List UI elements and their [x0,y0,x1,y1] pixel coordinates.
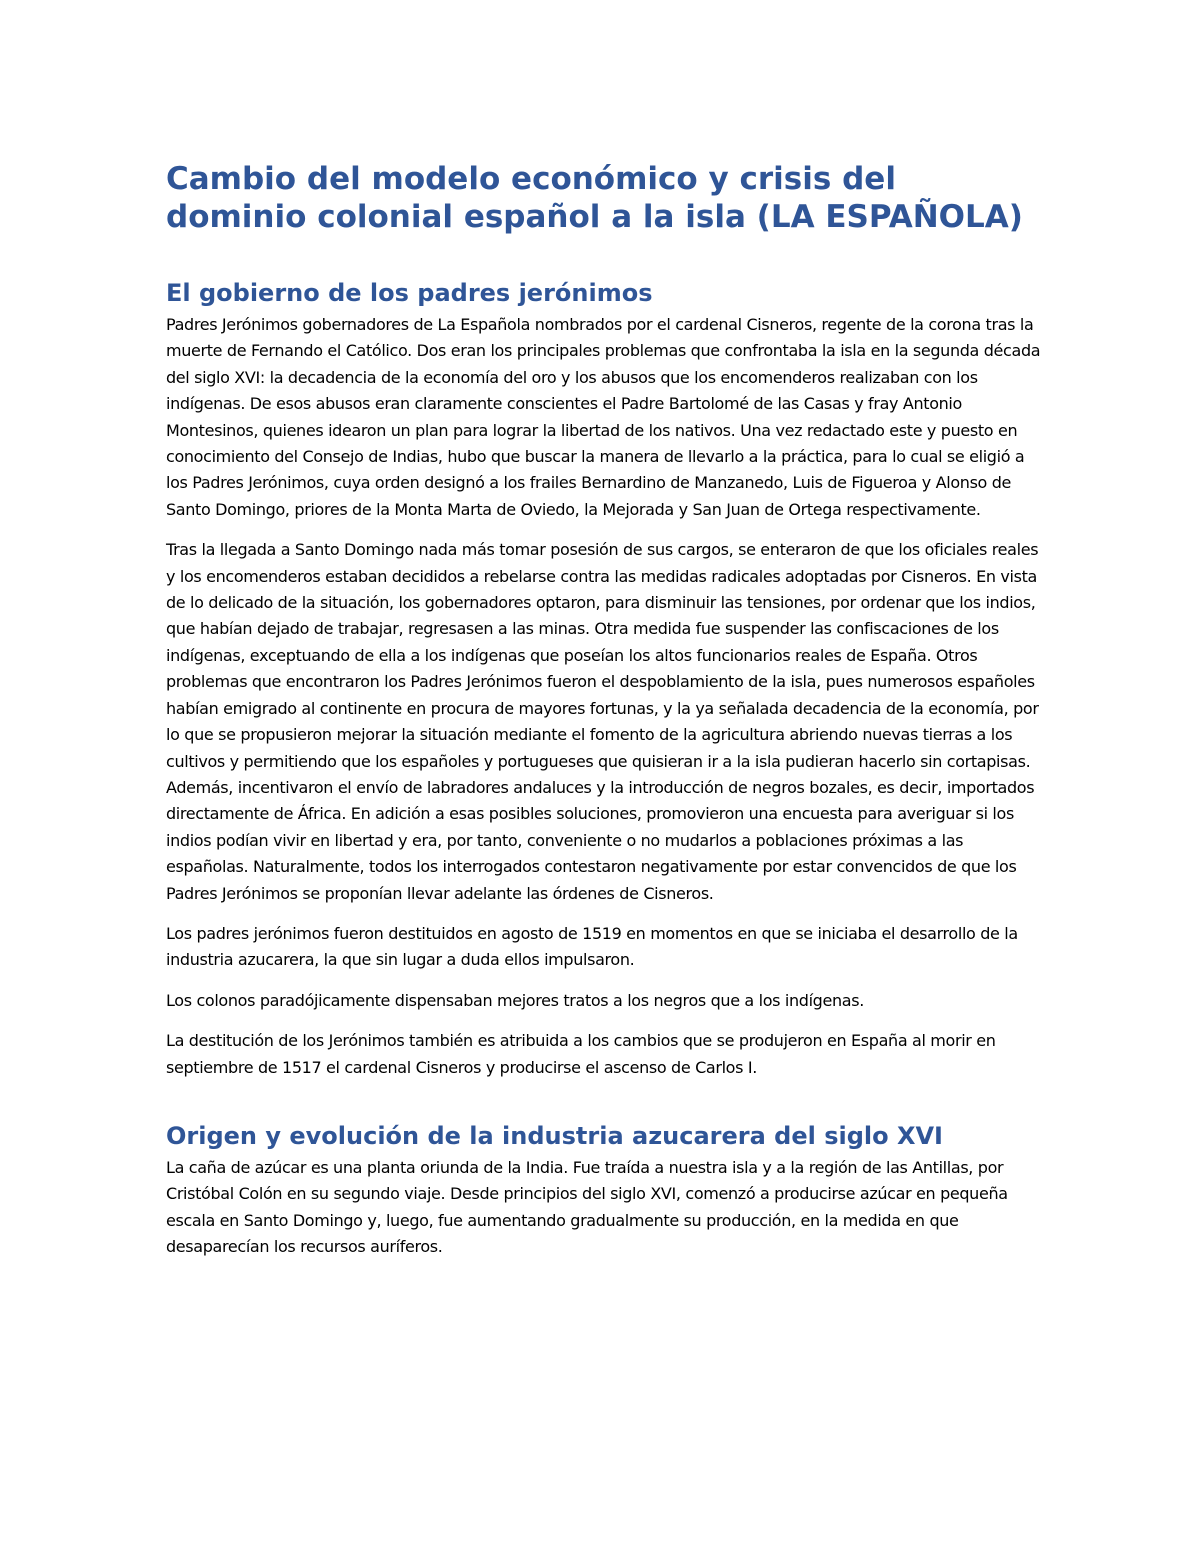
document-title: Cambio del modelo económico y crisis del dominio colonial español a la isla (LA ESPAÑOLA) [166,161,1023,235]
section-industria-azucarera [166,1121,1041,1261]
paragraph: La caña de azúcar es una planta oriunda de la India. Fue traída a nuestra isla y a la región de las Antillas, por Cristóbal Colón en su segundo viaje. Desde principios del siglo XVI, comenzó a producirse azúcar en pequeña escala en Santo Domingo y, luego, fue aumentando gradualmente su producción, en la medida en que desaparecían los recursos auríferos. [166,1157,1008,1257]
section-heading: Origen y evolución de la industria azucarera del siglo XVI [166,1121,943,1150]
paragraph: Los padres jerónimos fueron destituidos en agosto de 1519 en momentos en que se iniciaba el desarrollo de la industria azucarera, la que sin lugar a duda ellos impulsaron. [166,923,1018,970]
section-gobierno-jeronimos [166,278,1041,1081]
section-heading: El gobierno de los padres jerónimos [166,279,653,307]
paragraph: Los colonos paradójicamente dispensaban mejores tratos a los negros que a los indígenas. [166,990,864,1010]
paragraph: Tras la llegada a Santo Domingo nada más tomar posesión de sus cargos, se enteraron de que los oficiales reales y los encomenderos estaban decididos a rebelarse contra las medidas radicales adoptadas por Cisneros. En vista de lo delicado de la situación, los gobernadores optaron, para disminuir las tensiones, por ordenar que los indios, que habían dejado de trabajar, regresasen a las minas. Otra medida fue suspender las confiscaciones de los indígenas, exceptuando de ella a los indígenas que poseían los altos funcionarios reales de España. Otros problemas que encontraron los Padres Jerónimos fueron el despoblamiento de la isla, pues numerosos españoles habían emigrado al continente en procura de mayores fortunas, y la ya señalada decadencia de la economía, por lo que se propusieron mejorar la situación mediante el fomento de la agricultura abriendo nuevas tierras a los cultivos y permitiendo que los españoles y portugueses que quisieran ir a la isla pudieran hacerlo sin cortapisas. Además, incentivaron el envío de labradores andaluces y la introducción de negros bozales, es decir, importados directamente de África. En adición a esas posibles soluciones, promovieron una encuesta para averiguar si los indios podían vivir en libertad y era, por tanto, conveniente o no mudarlos a poblaciones próximas a las españolas. Naturalmente, todos los interrogados contestaron negativamente por estar convencidos de que los Padres Jerónimos se proponían llevar adelante las órdenes de Cisneros. [166,540,1039,903]
document-body [166,160,1041,1275]
paragraph: La destitución de los Jerónimos también es atribuida a los cambios que se produjeron en España al morir en septiembre de 1517 el cardenal Cisneros y producirse el ascenso de Carlos I. [166,1031,996,1077]
paragraph: Padres Jerónimos gobernadores de La Española nombrados por el cardenal Cisneros, regente de la corona tras la muerte de Fernando el Católico. Dos eran los principales problemas que confrontaba la isla en la segunda década del siglo XVI: la decadencia de la economía del oro y los abusos que los encomenderos realizaban con los indígenas. De esos abusos eran claramente conscientes el Padre Bartolomé de las Casas y fray Antonio Montesinos, quienes idearon un plan para lograr la libertad de los nativos. Una vez redactado este y puesto en conocimiento del Consejo de Indias, hubo que buscar la manera de llevarlo a la práctica, para lo cual se eligió a los Padres Jerónimos, cuya orden designó a los frailes Bernardino de Manzanedo, Luis de Figueroa y Alonso de Santo Domingo, priores de la Monta Marta de Oviedo, la Mejorada y San Juan de Ortega respectivamente. [166,315,1041,519]
